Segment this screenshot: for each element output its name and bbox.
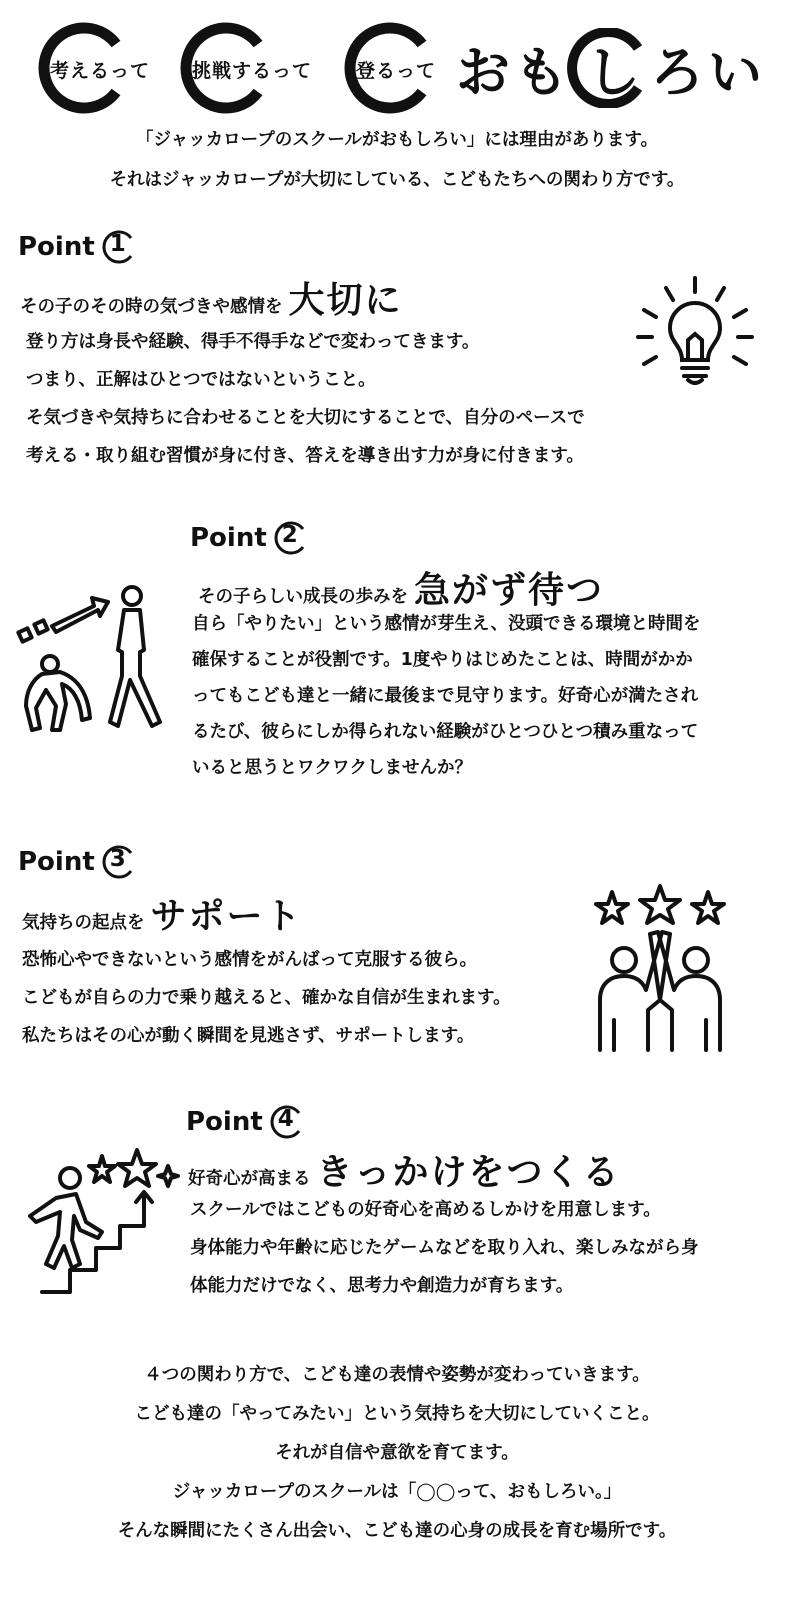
- point-body-4: スクールではこどもの好奇心を高めるしかけを用意します。 身体能力や年齢に応じたゲームなどを取り入れ、楽しみながら身 体能力だけでなく、思考力や創造力が育ちます。: [190, 1200, 699, 1296]
- point-label-3: Point 3: [18, 845, 135, 879]
- header-title-pre: おも: [456, 41, 572, 104]
- growth-evolution-icon: [12, 580, 172, 740]
- point-label-1: Point 1: [18, 230, 135, 264]
- closing-message: [0, 1356, 794, 1551]
- point-number-badge: 4: [269, 1105, 303, 1139]
- lightbulb-icon: [630, 272, 760, 392]
- point-heading-1: その子のその時の気づきや感情を 大切に: [20, 280, 403, 321]
- header-title-post: ろい: [650, 41, 766, 104]
- point-body-1: 登り方は身長や経験、得手不得手などで変わってきます。 つまり、正解はひとつではないということ。 そ気づきや気持ちに合わせることを大切にすることで、自分のペースで 考える・取り組む習慣が身に付き、答えを導き出す力が身に付きます。: [26, 332, 585, 466]
- point-number-badge: 2: [273, 521, 307, 555]
- high-five-stars-icon: [590, 880, 730, 1060]
- point-body-3: 恐怖心やできないという感情をがんばって克服する彼ら。 こどもが自らの力で乗り越えると、確かな自信が生まれます。 私たちはその心が動く瞬間を見逃さず、サポートします。: [22, 950, 511, 1046]
- header-title-circled-char: し: [586, 41, 640, 104]
- header-c-word-label: 挑戦するって: [192, 60, 313, 82]
- point-label-2: Point 2: [190, 521, 307, 555]
- closing-line: それが自信や意欲を育てます。: [275, 1443, 519, 1463]
- point-heading-4: 好奇心が高まる きっかけをつくる: [188, 1152, 621, 1193]
- closing-line: ジャッカロープのスクールは「◯◯って、おもしろい。」: [172, 1482, 622, 1502]
- intro-line: それはジャッカロープが大切にしている、こどもたちへの関わり方です。: [109, 170, 685, 190]
- point-heading-2: その子らしい成長の歩みを 急がず待つ: [198, 570, 605, 611]
- header-c-word-2: [170, 22, 330, 114]
- header-c-word-1: [28, 22, 178, 114]
- header-title-circled: [566, 28, 646, 108]
- header-c-word-3: [334, 22, 454, 114]
- point-label-4: Point 4: [186, 1105, 303, 1139]
- header-c-word-label: 考えるって: [50, 60, 151, 82]
- point-number-badge: 3: [101, 845, 135, 879]
- stairs-climb-stars-icon: [10, 1136, 180, 1296]
- closing-line: そんな瞬間にたくさん出会い、こども達の心身の成長を育む場所です。: [117, 1521, 677, 1541]
- point-body-2: 自ら「やりたい」という感情が芽生え、没頭できる環境と時間を 確保することが役割です。1度やりはじめたことは、時間がかか ってもこども達と一緒に最後まで見守ります。好奇心が満たされ るたび、彼らにしか得られない経験がひとつひとつ積み重なって いると思うとワクワクしませんか？: [192, 614, 701, 778]
- intro-line: 「ジャッカロープのスクールがおもしろい」には理由があります。: [135, 130, 659, 150]
- closing-line: こども達の「やってみたい」という気持ちを大切にしていくこと。: [134, 1404, 660, 1424]
- point-heading-3: 気持ちの起点を サポート: [22, 896, 303, 937]
- closing-line: ４つの関わり方で、こども達の表情や姿勢が変わっていきます。: [144, 1365, 650, 1385]
- header-c-word-label: 登るって: [356, 60, 437, 82]
- point-number-badge: 1: [101, 230, 135, 264]
